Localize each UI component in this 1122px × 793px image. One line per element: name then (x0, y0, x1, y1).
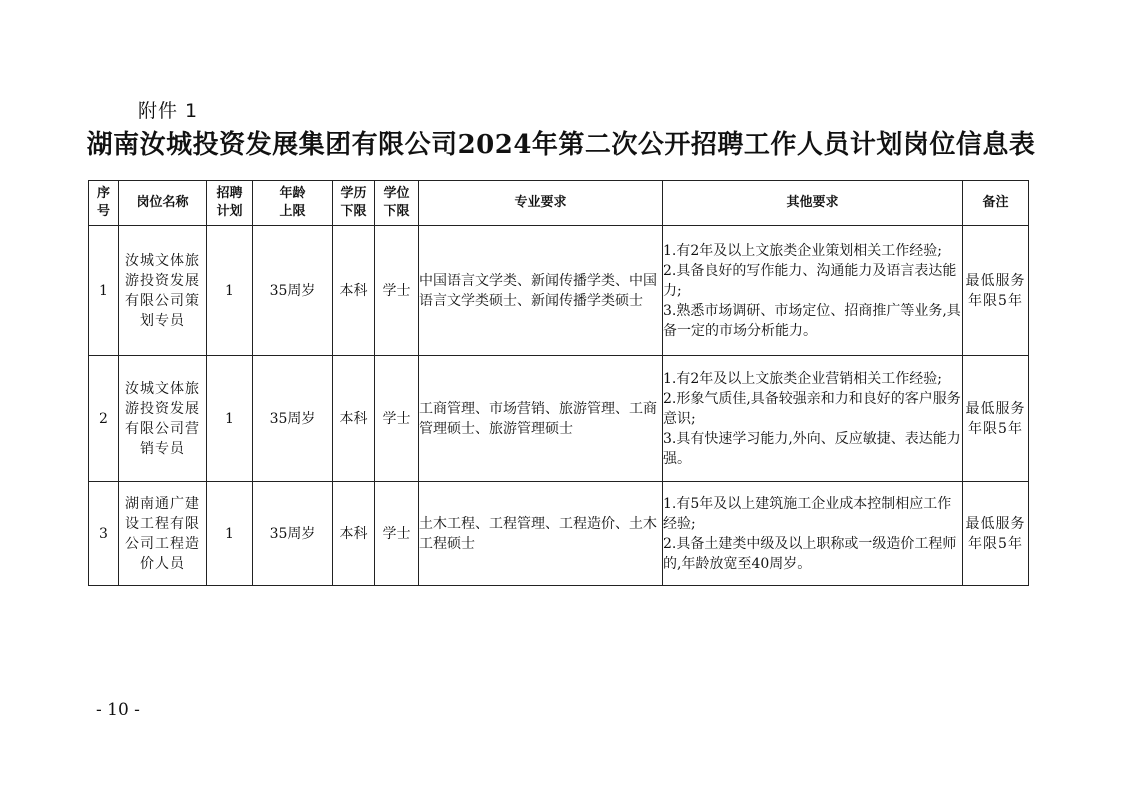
header-other: 其他要求 (663, 181, 963, 226)
row-age: 35周岁 (253, 226, 333, 356)
row-no: 2 (89, 356, 119, 482)
row-position: 汝城文体旅游投资发展有限公司营销专员 (119, 356, 207, 482)
row-position: 湖南通广建设工程有限公司工程造价人员 (119, 482, 207, 586)
row-education: 本科 (333, 356, 375, 482)
page-number: - 10 - (96, 700, 140, 720)
header-no: 序 号 (89, 181, 119, 226)
attachment-label: 附件 1 (138, 100, 199, 122)
row-remark: 最低服务年限5年 (963, 356, 1029, 482)
row-degree: 学士 (375, 226, 419, 356)
other-requirement-item: 2.具备良好的写作能力、沟通能力及语言表达能力; (663, 262, 957, 299)
document-title: 湖南汝城投资发展集团有限公司2024年第二次公开招聘工作人员计划岗位信息表 (86, 130, 1036, 160)
row-major: 土木工程、工程管理、工程造价、土木工程硕士 (419, 482, 663, 586)
row-degree: 学士 (375, 482, 419, 586)
table-row (89, 226, 1029, 356)
other-requirement-item: 1.有2年及以上文旅类企业营销相关工作经验; (663, 370, 942, 387)
row-other (663, 482, 963, 586)
header-quota: 招聘 计划 (207, 181, 253, 226)
row-remark: 最低服务年限5年 (963, 482, 1029, 586)
header-education: 学历 下限 (333, 181, 375, 226)
row-major: 工商管理、市场营销、旅游管理、工商管理硕士、旅游管理硕士 (419, 356, 663, 482)
row-no: 1 (89, 226, 119, 356)
header-degree: 学位 下限 (375, 181, 419, 226)
other-requirement-item: 3.具有快速学习能力,外向、反应敏捷、表达能力强。 (663, 430, 961, 467)
other-requirement-item: 2.形象气质佳,具备较强亲和力和良好的客户服务意识; (663, 390, 961, 427)
header-major: 专业要求 (419, 181, 663, 226)
table-row (89, 356, 1029, 482)
header-remark: 备注 (963, 181, 1029, 226)
table-row (89, 482, 1029, 586)
row-quota: 1 (207, 226, 253, 356)
row-other (663, 226, 963, 356)
other-requirement-item: 1.有2年及以上文旅类企业策划相关工作经验; (663, 242, 942, 259)
header-position: 岗位名称 (119, 181, 207, 226)
other-requirement-item: 2.具备土建类中级及以上职称或一级造价工程师的,年龄放宽至40周岁。 (663, 535, 957, 572)
row-education: 本科 (333, 482, 375, 586)
position-info-table (88, 180, 1029, 586)
row-no: 3 (89, 482, 119, 586)
row-age: 35周岁 (253, 356, 333, 482)
row-degree: 学士 (375, 356, 419, 482)
row-quota: 1 (207, 356, 253, 482)
other-requirement-item: 1.有5年及以上建筑施工企业成本控制相应工作经验; (663, 495, 952, 532)
other-requirement-item: 3.熟悉市场调研、市场定位、招商推广等业务,具备一定的市场分析能力。 (663, 302, 961, 339)
row-age: 35周岁 (253, 482, 333, 586)
row-remark: 最低服务年限5年 (963, 226, 1029, 356)
row-other (663, 356, 963, 482)
row-education: 本科 (333, 226, 375, 356)
row-major: 中国语言文学类、新闻传播学类、中国语言文学类硕士、新闻传播学类硕士 (419, 226, 663, 356)
row-quota: 1 (207, 482, 253, 586)
row-position: 汝城文体旅游投资发展有限公司策划专员 (119, 226, 207, 356)
header-row (89, 181, 1029, 226)
header-age: 年龄 上限 (253, 181, 333, 226)
